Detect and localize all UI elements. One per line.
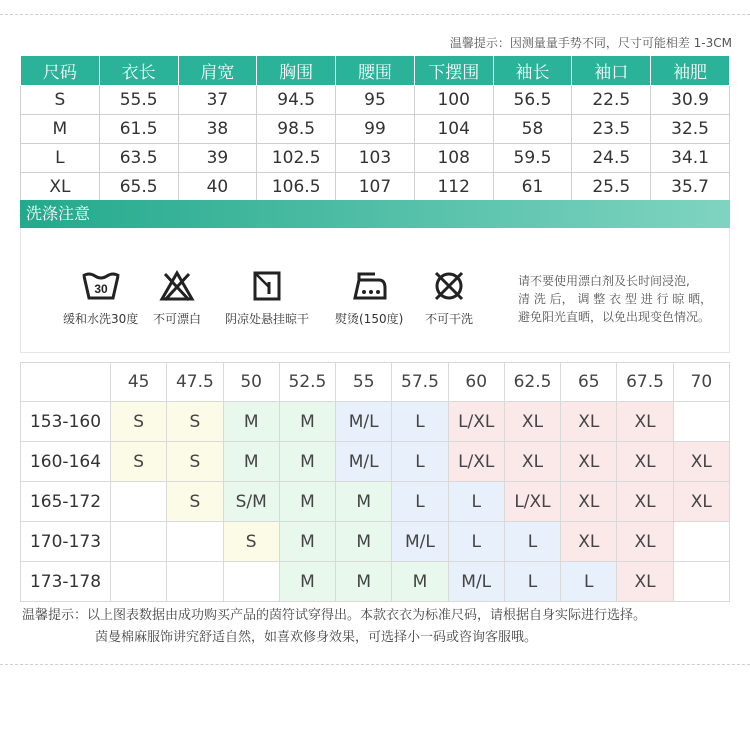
fit-size-cell: M <box>336 562 392 602</box>
fit-size-cell: XL <box>504 402 560 442</box>
fit-size-cell: XL <box>617 562 673 602</box>
weight-header-cell: 70 <box>673 363 729 402</box>
size-row <box>21 143 730 172</box>
fit-size-cell: M <box>279 402 335 442</box>
size-value-cell: 35.7 <box>651 172 730 201</box>
size-header-cell: 袖口 <box>572 56 651 85</box>
fit-size-cell: S <box>111 402 167 442</box>
weight-header-cell: 65 <box>561 363 617 402</box>
size-header-cell: 袖肥 <box>651 56 730 85</box>
bottom-note-line: 温馨提示：以上图表数据由成功购买产品的茵符试穿得出。本款衣衣为标准尺码，请根据自身实际进行选择。 <box>22 608 647 623</box>
fit-size-cell: L/XL <box>448 402 504 442</box>
size-value-cell: 107 <box>336 172 415 201</box>
no-bleach-item <box>153 270 201 327</box>
weight-header-cell: 52.5 <box>279 363 335 402</box>
wash-30-item <box>63 270 138 327</box>
size-value-cell: 112 <box>414 172 493 201</box>
size-value-cell: 59.5 <box>493 143 572 172</box>
size-value-cell: 30.9 <box>651 85 730 114</box>
fit-size-cell: L <box>392 402 448 442</box>
fit-size-cell <box>673 402 729 442</box>
size-value-cell: 98.5 <box>257 114 336 143</box>
size-row <box>21 114 730 143</box>
fit-size-cell: L <box>448 522 504 562</box>
size-value-cell: 34.1 <box>651 143 730 172</box>
size-value-cell: 106.5 <box>257 172 336 201</box>
fit-size-cell <box>111 522 167 562</box>
bottom-note-line: 茵曼棉麻服饰讲究舒适自然，如喜欢修身效果，可选择小一码或咨询客服哦。 <box>95 630 538 645</box>
fit-size-cell: XL <box>504 442 560 482</box>
fit-size-cell: XL <box>561 402 617 442</box>
size-value-cell: 61.5 <box>99 114 178 143</box>
fit-size-cell: M <box>336 522 392 562</box>
fit-size-cell: L <box>561 562 617 602</box>
size-header-cell: 胸围 <box>257 56 336 85</box>
fit-size-cell: S/M <box>223 482 279 522</box>
fit-size-cell: M <box>279 562 335 602</box>
weight-header-cell: 55 <box>336 363 392 402</box>
size-label-cell: S <box>21 85 100 114</box>
size-header-cell: 袖长 <box>493 56 572 85</box>
size-value-cell: 39 <box>178 143 257 172</box>
wash-tip-line: 请不要使用漂白剂及长时间浸泡, <box>518 274 690 288</box>
size-value-cell: 100 <box>414 85 493 114</box>
bottom-note <box>22 605 646 649</box>
iron-item <box>335 270 403 327</box>
size-value-cell: 32.5 <box>651 114 730 143</box>
size-value-cell: 38 <box>178 114 257 143</box>
size-value-cell: 108 <box>414 143 493 172</box>
size-value-cell: 55.5 <box>99 85 178 114</box>
size-header-cell: 尺码 <box>21 56 100 85</box>
no-bleach-label: 不可漂白 <box>153 312 202 326</box>
no-dry-clean-icon <box>432 270 466 302</box>
size-value-cell: 102.5 <box>257 143 336 172</box>
size-value-cell: 104 <box>414 114 493 143</box>
fit-row <box>21 522 730 562</box>
fit-size-cell: M <box>279 482 335 522</box>
fit-size-cell: M <box>336 482 392 522</box>
wash-30-icon <box>81 270 121 302</box>
fit-size-cell: M <box>279 522 335 562</box>
fit-table <box>20 362 730 602</box>
shade-hang-dry-label: 阴凉处悬挂晾干 <box>225 312 310 326</box>
bottom-divider <box>0 664 750 665</box>
wash-tip <box>518 272 718 326</box>
fit-size-cell: S <box>167 402 223 442</box>
fit-size-cell: M/L <box>448 562 504 602</box>
fit-size-cell: S <box>167 482 223 522</box>
fit-size-cell: XL <box>673 482 729 522</box>
size-value-cell: 94.5 <box>257 85 336 114</box>
fit-size-cell: XL <box>617 482 673 522</box>
no-dry-clean-item <box>425 270 473 327</box>
size-label-cell: L <box>21 143 100 172</box>
fit-size-cell: XL <box>673 442 729 482</box>
fit-row <box>21 442 730 482</box>
size-row <box>21 172 730 201</box>
size-value-cell: 103 <box>336 143 415 172</box>
fit-size-cell: L/XL <box>504 482 560 522</box>
height-label-cell: 153-160 <box>21 402 111 442</box>
fit-size-cell: M <box>223 442 279 482</box>
svg-text:30: 30 <box>93 282 108 296</box>
height-axis-label: 身高(cm) <box>25 384 80 398</box>
weight-header-cell: 45 <box>111 363 167 402</box>
fit-size-cell: L <box>504 522 560 562</box>
fit-size-cell: XL <box>617 522 673 562</box>
size-value-cell: 58 <box>493 114 572 143</box>
measurement-note: 温馨提示：因测量量手势不同，尺寸可能相差 1-3CM <box>449 36 732 50</box>
fit-size-cell: XL <box>617 442 673 482</box>
height-label-cell: 165-172 <box>21 482 111 522</box>
weight-header-cell: 60 <box>448 363 504 402</box>
size-header-cell: 衣长 <box>99 56 178 85</box>
iron-icon <box>349 270 389 302</box>
fit-size-cell <box>673 522 729 562</box>
fit-size-cell: M/L <box>392 522 448 562</box>
wash-care-title: 洗涤注意 <box>20 200 730 228</box>
shade-hang-dry-icon <box>251 270 283 302</box>
size-header-cell: 腰围 <box>336 56 415 85</box>
top-divider <box>0 14 750 15</box>
fit-size-cell: M <box>223 402 279 442</box>
weight-header-cell: 47.5 <box>167 363 223 402</box>
size-header-cell: 下摆围 <box>414 56 493 85</box>
fit-size-cell: M/L <box>336 402 392 442</box>
fit-size-cell: S <box>167 442 223 482</box>
size-table-header <box>21 56 730 85</box>
fit-size-cell: L <box>504 562 560 602</box>
no-bleach-icon <box>159 270 195 302</box>
size-value-cell: 56.5 <box>493 85 572 114</box>
shade-hang-dry-item <box>225 270 309 327</box>
fit-table-corner <box>21 363 111 402</box>
fit-row <box>21 402 730 442</box>
size-value-cell: 24.5 <box>572 143 651 172</box>
weight-header-cell: 50 <box>223 363 279 402</box>
wash-tip-line: 避免阳光直晒，以免出现变色情况。 <box>518 310 711 324</box>
fit-size-cell: XL <box>561 482 617 522</box>
fit-size-cell: XL <box>561 522 617 562</box>
height-label-cell: 160-164 <box>21 442 111 482</box>
weight-axis-label: 体重(kg) <box>52 367 104 381</box>
size-value-cell: 95 <box>336 85 415 114</box>
size-table <box>20 56 730 202</box>
size-row <box>21 85 730 114</box>
fit-size-cell <box>167 562 223 602</box>
size-value-cell: 22.5 <box>572 85 651 114</box>
size-value-cell: 61 <box>493 172 572 201</box>
fit-row <box>21 482 730 522</box>
fit-size-cell <box>673 562 729 602</box>
wash-care-panel <box>20 228 730 353</box>
size-value-cell: 23.5 <box>572 114 651 143</box>
size-value-cell: 37 <box>178 85 257 114</box>
fit-size-cell: XL <box>561 442 617 482</box>
fit-table-header <box>21 363 730 402</box>
fit-size-cell: L <box>392 482 448 522</box>
weight-header-cell: 57.5 <box>392 363 448 402</box>
wash-30-label: 缓和水洗30度 <box>63 312 139 326</box>
fit-size-cell: L <box>392 442 448 482</box>
fit-size-cell: S <box>111 442 167 482</box>
wash-tip-line: 清 洗 后， 调 整 衣 型 进 行 晾 晒， <box>518 292 713 306</box>
fit-size-cell: S <box>223 522 279 562</box>
fit-size-cell <box>167 522 223 562</box>
fit-size-cell: M <box>279 442 335 482</box>
weight-header-cell: 62.5 <box>504 363 560 402</box>
height-label-cell: 173-178 <box>21 562 111 602</box>
fit-size-cell: M <box>392 562 448 602</box>
iron-label: 熨烫(150度) <box>335 312 404 326</box>
size-header-cell: 肩宽 <box>178 56 257 85</box>
fit-size-cell: M/L <box>336 442 392 482</box>
size-label-cell: M <box>21 114 100 143</box>
fit-row <box>21 562 730 602</box>
size-value-cell: 25.5 <box>572 172 651 201</box>
size-value-cell: 99 <box>336 114 415 143</box>
size-label-cell: XL <box>21 172 100 201</box>
fit-size-cell: L/XL <box>448 442 504 482</box>
fit-size-cell <box>111 562 167 602</box>
fit-size-cell <box>223 562 279 602</box>
size-value-cell: 63.5 <box>99 143 178 172</box>
fit-size-cell: L <box>448 482 504 522</box>
fit-size-cell <box>111 482 167 522</box>
no-dry-clean-label: 不可干洗 <box>425 312 474 326</box>
fit-size-cell: XL <box>617 402 673 442</box>
height-label-cell: 170-173 <box>21 522 111 562</box>
size-value-cell: 40 <box>178 172 257 201</box>
weight-header-cell: 67.5 <box>617 363 673 402</box>
size-value-cell: 65.5 <box>99 172 178 201</box>
